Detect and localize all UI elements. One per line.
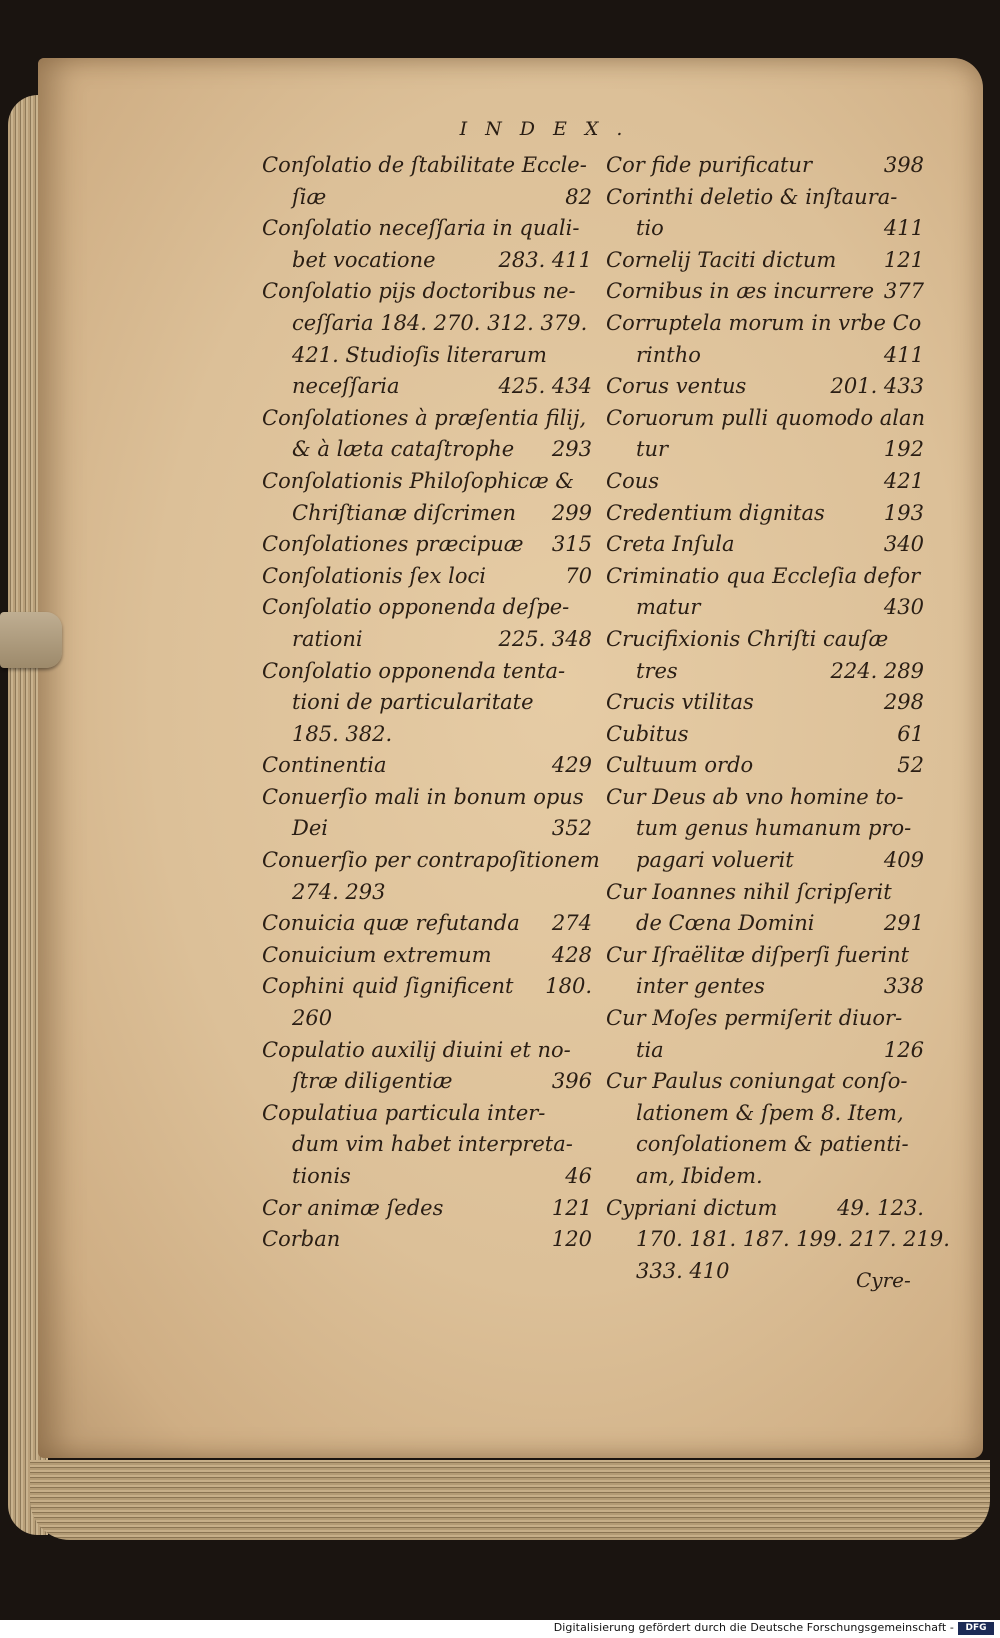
index-entry-text: Cur Paulus coniungat conſo- bbox=[606, 1069, 908, 1094]
index-entry-text: Crucis vtilitas bbox=[606, 690, 754, 715]
index-line bbox=[262, 371, 592, 403]
index-entry-text: Corinthi deletio & inſtaura- bbox=[606, 184, 898, 209]
index-page-ref: 352 bbox=[551, 816, 592, 841]
index-line bbox=[606, 845, 924, 877]
index-entry-text: Cor fide purificatur bbox=[606, 153, 812, 177]
index-page-ref: 338 bbox=[883, 974, 924, 999]
right-entry-list bbox=[606, 150, 950, 1287]
index-entry-text: Criminatio qua Eccleſia defor bbox=[606, 563, 921, 588]
index-page-ref: 425. 434 bbox=[498, 374, 592, 399]
index-page-ref: 396 bbox=[551, 1069, 592, 1094]
catchword: Cyre- bbox=[856, 1268, 911, 1292]
index-line bbox=[262, 971, 592, 1003]
index-line bbox=[606, 1098, 924, 1130]
index-entry-text: bet vocatione bbox=[292, 247, 436, 272]
index-entry-text: Conſolationis Philoſophicæ & bbox=[262, 468, 575, 493]
index-entry-text: Cor animæ ſedes bbox=[262, 1195, 444, 1220]
index-line bbox=[262, 340, 592, 372]
index-page-ref: 411 bbox=[883, 216, 924, 241]
index-entry-text: Cubitus bbox=[606, 721, 689, 746]
index-line bbox=[606, 624, 924, 656]
funding-credit: Digitalisierung gefördert durch die Deutsche Forschungsgemeinschaft - bbox=[553, 1621, 954, 1634]
index-entry-text: tur bbox=[636, 437, 669, 462]
index-line bbox=[262, 308, 592, 340]
index-line bbox=[262, 1224, 592, 1256]
index-page-ref: 224. 289 bbox=[830, 658, 924, 683]
index-line bbox=[606, 1161, 924, 1193]
index-entry-text: conſolationem & patienti- bbox=[636, 1132, 909, 1157]
index-entry-text: Conſolationes præcipuæ bbox=[262, 532, 524, 557]
index-entry-text: rintho bbox=[636, 342, 701, 367]
index-line bbox=[262, 656, 592, 688]
index-entry-text: Crucifixionis Chriſti cauſæ bbox=[606, 626, 889, 651]
page-tab-marker bbox=[0, 612, 62, 668]
index-entry-text: Cypriani dictum bbox=[606, 1195, 778, 1220]
index-entry-text: Cultuum ordo bbox=[606, 753, 754, 778]
index-entry-text: tia bbox=[636, 1037, 664, 1062]
index-entry-text: lationem & ſpem 8. Item, bbox=[636, 1100, 904, 1125]
index-entry-text: Conſolatio opponenda deſpe- bbox=[262, 595, 570, 620]
index-entry-text: tio bbox=[636, 216, 664, 241]
index-line bbox=[262, 624, 592, 656]
index-entry-text: Creta Inſula bbox=[606, 532, 735, 557]
index-entry-text: Corruptela morum in vrbe Co bbox=[606, 310, 922, 335]
index-line bbox=[262, 276, 592, 308]
index-page-ref: 298 bbox=[883, 690, 924, 715]
index-line bbox=[606, 1224, 950, 1256]
index-page-ref: 201. 433 bbox=[830, 374, 924, 399]
index-entry-text: tioni de particularitate bbox=[292, 690, 534, 715]
index-line bbox=[606, 1003, 924, 1035]
index-entry-text: 185. 382. bbox=[292, 721, 393, 746]
index-entry-text: Conſolationis ſex loci bbox=[262, 563, 486, 588]
index-line bbox=[262, 1098, 592, 1130]
index-line bbox=[262, 877, 592, 909]
index-line bbox=[262, 1035, 592, 1067]
index-line bbox=[262, 592, 592, 624]
index-line bbox=[262, 813, 592, 845]
index-entry-text: dum vim habet interpreta- bbox=[292, 1132, 573, 1157]
index-entry-text: 260 bbox=[292, 1006, 333, 1031]
index-entry-text: Cophini quid ſignificent bbox=[262, 974, 514, 999]
index-entry-text: Cur Deus ab vno homine to- bbox=[606, 784, 904, 809]
dfg-logo: DFG bbox=[958, 1622, 994, 1635]
index-line bbox=[606, 592, 924, 624]
index-line bbox=[606, 403, 924, 435]
index-entry-text: Conuerſio mali in bonum opus bbox=[262, 784, 584, 809]
index-page-ref: 193 bbox=[883, 500, 924, 525]
index-line bbox=[606, 1193, 924, 1225]
index-page-ref: 428 bbox=[551, 942, 592, 967]
index-line bbox=[606, 466, 924, 498]
index-entry-text: Cur Ioannes nihil ſcripſerit bbox=[606, 879, 892, 904]
index-page-ref: 192 bbox=[883, 437, 924, 462]
index-entry-text: ſiæ bbox=[292, 184, 327, 209]
index-line bbox=[606, 971, 924, 1003]
index-line bbox=[262, 750, 592, 782]
index-page-ref: 429 bbox=[551, 753, 592, 778]
index-page-ref: 377 bbox=[883, 279, 924, 304]
index-line bbox=[606, 813, 924, 845]
index-entry-text: inter gentes bbox=[636, 974, 765, 999]
index-line bbox=[262, 213, 592, 245]
index-line bbox=[606, 150, 924, 182]
index-entry-text: tum genus humanum pro- bbox=[636, 816, 912, 841]
index-page-ref: 293 bbox=[551, 437, 592, 462]
index-entry-text: Conſolatio pijs doctoribus ne- bbox=[262, 279, 576, 304]
index-line bbox=[262, 498, 592, 530]
index-line bbox=[606, 498, 924, 530]
index-entry-text: Cornelij Taciti dictum bbox=[606, 247, 837, 272]
index-entry-text: Conſolatio neceſſaria in quali- bbox=[262, 216, 580, 241]
index-line bbox=[262, 845, 600, 877]
index-entry-text: Corban bbox=[262, 1227, 341, 1252]
index-line bbox=[606, 877, 924, 909]
index-entry-text: tionis bbox=[292, 1164, 351, 1188]
index-line bbox=[262, 908, 592, 940]
index-line bbox=[606, 687, 924, 719]
index-line bbox=[606, 371, 924, 403]
index-entry-text: 170. 181. 187. 199. 217. 219. bbox=[636, 1227, 950, 1252]
index-line bbox=[606, 1066, 924, 1098]
index-line bbox=[262, 150, 592, 182]
index-entry-text: Dei bbox=[292, 816, 328, 841]
index-page-ref: 126 bbox=[883, 1037, 924, 1062]
index-page-ref: 430 bbox=[883, 595, 924, 620]
index-page-ref: 398 bbox=[883, 153, 924, 177]
index-line bbox=[606, 719, 924, 751]
index-entry-text: Coruorum pulli quomodo alan bbox=[606, 405, 926, 430]
index-entry-text: & à læta cataſtrophe bbox=[292, 437, 515, 462]
index-page-ref: 411 bbox=[883, 342, 924, 367]
index-line bbox=[606, 1129, 924, 1161]
index-line bbox=[606, 529, 924, 561]
index-entry-text: 333. 410 bbox=[636, 1258, 730, 1283]
index-entry-text: ceſſaria 184. 270. 312. 379. bbox=[292, 310, 588, 335]
index-line bbox=[262, 1161, 592, 1193]
index-entry-text: Conuicia quæ refutanda bbox=[262, 911, 520, 936]
index-line bbox=[606, 656, 924, 688]
index-page-ref: 274 bbox=[551, 911, 592, 936]
index-page-ref: 52 bbox=[897, 753, 924, 778]
index-page-ref: 180. bbox=[545, 974, 592, 999]
index-line bbox=[262, 782, 592, 814]
index-page-ref: 409 bbox=[883, 848, 924, 873]
index-entry-text: ſtræ diligentiæ bbox=[292, 1069, 453, 1094]
index-line bbox=[262, 182, 592, 214]
index-entry-text: Conuerſio per contrapoſitionem bbox=[262, 848, 600, 873]
index-page-ref: 315 bbox=[551, 532, 592, 557]
index-line bbox=[262, 434, 592, 466]
index-entry-text: Copulatio auxilij diuini et no- bbox=[262, 1037, 571, 1062]
index-entry-text: pagari voluerit bbox=[636, 848, 794, 873]
index-page-ref: 82 bbox=[565, 184, 592, 209]
running-header: INDEX. bbox=[459, 118, 641, 140]
index-entry-text: Continentia bbox=[262, 753, 387, 778]
index-line bbox=[262, 529, 592, 561]
index-page-ref: 340 bbox=[883, 532, 924, 557]
index-page-ref: 61 bbox=[897, 721, 924, 746]
index-line bbox=[606, 750, 924, 782]
index-page-ref: 46 bbox=[565, 1164, 592, 1188]
index-entry-text: Cur Moſes permiſerit diuor- bbox=[606, 1006, 903, 1031]
index-entry-text: Credentium dignitas bbox=[606, 500, 825, 525]
index-entry-text: tres bbox=[636, 658, 678, 683]
index-entry-text: Conuicium extremum bbox=[262, 942, 492, 967]
index-entry-text: Cur Iſraëlitæ diſperſi fuerint bbox=[606, 942, 910, 967]
index-line bbox=[606, 276, 924, 308]
index-line bbox=[606, 908, 924, 940]
index-line bbox=[606, 213, 924, 245]
index-line bbox=[606, 561, 924, 593]
index-line bbox=[606, 182, 924, 214]
index-line bbox=[606, 308, 924, 340]
index-line bbox=[262, 245, 592, 277]
index-line bbox=[262, 687, 592, 719]
index-entry-text: Cornibus in æs incurrere bbox=[606, 279, 875, 304]
index-line bbox=[606, 1035, 924, 1067]
index-entry-text: am, Ibidem. bbox=[636, 1164, 763, 1188]
index-page-ref: 283. 411 bbox=[498, 247, 592, 272]
index-entry-text: neceſſaria bbox=[292, 374, 400, 399]
index-line bbox=[606, 340, 924, 372]
index-line bbox=[262, 1129, 592, 1161]
index-entry-text: rationi bbox=[292, 626, 363, 651]
index-line bbox=[606, 245, 924, 277]
index-entry-text: de Cœna Domini bbox=[636, 911, 815, 936]
index-line bbox=[606, 782, 924, 814]
index-page-ref: 121 bbox=[551, 1195, 592, 1220]
index-page-ref: 49. 123. bbox=[837, 1195, 924, 1220]
index-line bbox=[262, 719, 592, 751]
index-line bbox=[606, 940, 924, 972]
index-line bbox=[606, 434, 924, 466]
index-entry-text: 421. Studioſis literarum bbox=[292, 342, 547, 367]
index-line bbox=[262, 1066, 592, 1098]
index-page-ref: 225. 348 bbox=[498, 626, 592, 651]
index-entry-text: Chriſtianæ diſcrimen bbox=[292, 500, 517, 525]
left-entry-list bbox=[262, 150, 600, 1256]
index-entry-text: Conſolatio opponenda tenta- bbox=[262, 658, 566, 683]
index-line bbox=[262, 561, 592, 593]
index-line bbox=[262, 940, 592, 972]
index-entry-text: Conſolationes à præſentia filij, bbox=[262, 405, 587, 430]
index-entry-text: Conſolatio de ſtabilitate Eccle- bbox=[262, 153, 587, 177]
index-entry-text: 274. 293 bbox=[292, 879, 386, 904]
footer-bar bbox=[0, 1620, 1000, 1638]
index-page-ref: 421 bbox=[883, 468, 924, 493]
index-page-ref: 299 bbox=[551, 500, 592, 525]
index-entry-text: Copulatiua particula inter- bbox=[262, 1100, 546, 1125]
index-line bbox=[262, 466, 592, 498]
index-line bbox=[262, 1193, 592, 1225]
index-entry-text: Corus ventus bbox=[606, 374, 747, 399]
index-page-ref: 120 bbox=[551, 1227, 592, 1252]
book-bottom-edges bbox=[30, 1460, 990, 1540]
index-page-ref: 291 bbox=[883, 911, 924, 936]
index-page-ref: 121 bbox=[883, 247, 924, 272]
index-entry-text: matur bbox=[636, 595, 701, 620]
index-page-ref: 70 bbox=[565, 563, 592, 588]
index-entry-text: Cous bbox=[606, 468, 660, 493]
index-line bbox=[262, 1003, 592, 1035]
index-line bbox=[262, 403, 592, 435]
